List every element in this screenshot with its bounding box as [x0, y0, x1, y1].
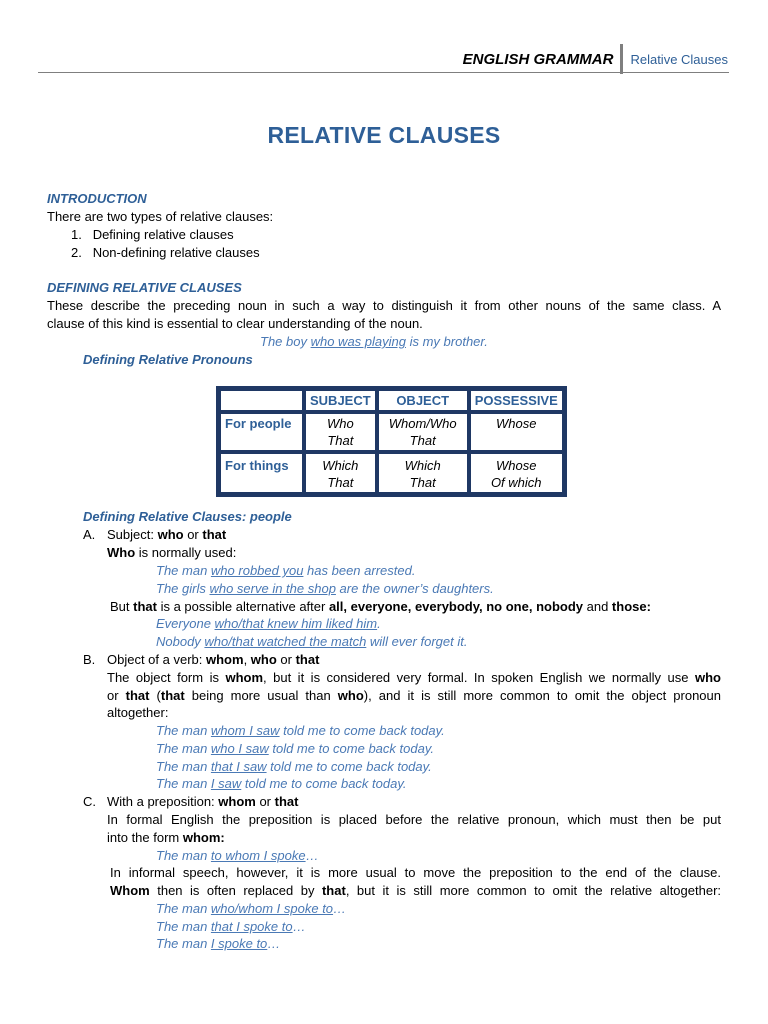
example-text: The boy [260, 334, 311, 349]
cell-line: Which [322, 458, 359, 473]
example-sentence [156, 722, 445, 739]
example-text: has been arrested. [303, 563, 416, 578]
pronoun: Whom [110, 883, 150, 898]
page-title: RELATIVE CLAUSES [267, 122, 501, 148]
cell-line: Who [326, 416, 354, 431]
example-text: The man [156, 848, 211, 863]
pronoun: that [133, 599, 157, 614]
pronoun: that [295, 652, 320, 667]
intro-text: There are two types of relative clauses: [47, 209, 274, 224]
relative-clause: whom I saw [210, 723, 280, 738]
example-text: The man [156, 901, 211, 916]
text: ), and it is still more common to omit the object pronoun [363, 688, 721, 703]
table-cell [469, 412, 564, 452]
example-text: The man [156, 741, 211, 756]
relative-clause: who/that watched the match [204, 634, 367, 649]
table-corner-cell [219, 389, 304, 412]
text: Subject: [107, 527, 158, 542]
defining-paragraph-1: These describe the preceding noun in such a way to distinguish it from other nouns of the same class. A [47, 298, 721, 313]
example-text: The man [156, 776, 211, 791]
list-item: 1. Defining relative clauses [71, 227, 234, 242]
example-text: Everyone [156, 616, 215, 631]
table-header-cell: OBJECT [377, 389, 469, 412]
text: into the form [107, 830, 183, 845]
example-text: The girls [156, 581, 210, 596]
example-sentence [156, 847, 319, 864]
example-text: The man [156, 919, 211, 934]
defining-heading: DEFINING RELATIVE CLAUSES [47, 280, 242, 295]
example-sentence [260, 333, 488, 350]
header-subject: ENGLISH GRAMMAR [462, 50, 614, 68]
relative-pronouns-table [216, 386, 567, 497]
header-topic: Relative Clauses [630, 51, 728, 67]
intro-heading: INTRODUCTION [47, 191, 147, 206]
table-header-row [219, 389, 564, 412]
pronoun: who [157, 527, 184, 542]
example-text: The man [156, 936, 211, 951]
relative-clause: who robbed you [210, 563, 304, 578]
bold-text: those: [611, 599, 651, 614]
example-text: … [333, 901, 347, 916]
example-sentence [156, 900, 346, 917]
section-a-text [107, 544, 236, 561]
example-sentence [156, 758, 432, 775]
text: then is often replaced by [149, 883, 322, 898]
cell-line: That [409, 433, 436, 448]
text: The object form is [107, 670, 226, 685]
table-row [219, 412, 564, 452]
defining-paragraph-2: clause of this kind is essential to clear understanding of the noun. [47, 316, 423, 331]
table-row-label: For things [219, 452, 304, 494]
section-b-paragraph-2 [107, 687, 721, 704]
cell-line: Whom/Who [388, 416, 457, 431]
example-text: The man [156, 723, 211, 738]
relative-clause: that I saw [210, 759, 267, 774]
pronoun: who [250, 652, 277, 667]
table-header-cell: SUBJECT [304, 389, 377, 412]
table-cell [469, 452, 564, 494]
pronoun: that [202, 527, 227, 542]
section-a-title [107, 526, 226, 543]
example-sentence [156, 633, 467, 650]
pronoun: whom [206, 652, 244, 667]
text: is normally used: [135, 545, 237, 560]
example-sentence [156, 580, 494, 597]
example-text: … [267, 936, 281, 951]
text: Object of a verb: [107, 652, 206, 667]
section-b-title [107, 651, 319, 668]
example-text: … [292, 919, 306, 934]
pronoun: Who [107, 545, 136, 560]
example-text: are the owner’s daughters. [335, 581, 494, 596]
section-c-paragraph-1: In formal English the preposition is placed before the relative pronoun, which must then be put [107, 812, 721, 827]
example-text: The man [156, 759, 211, 774]
relative-clause: I spoke to [210, 936, 268, 951]
text: or [276, 652, 296, 667]
relative-clause: that I spoke to [210, 919, 293, 934]
section-c-title [107, 793, 298, 810]
example-text: told me to come back today. [266, 759, 432, 774]
example-sentence [156, 775, 407, 792]
text: , but it is considered very formal. In spoken English we normally use [263, 670, 695, 685]
text: , but it is still more common to omit the relative altogether: [345, 883, 722, 898]
text: But [110, 599, 134, 614]
pronoun: that [321, 883, 346, 898]
list-item-text: Defining relative clauses [92, 227, 234, 242]
text: or [183, 527, 203, 542]
example-text: told me to come back today. [279, 723, 445, 738]
section-b-marker: B. [83, 652, 96, 667]
cell-line: That [327, 475, 354, 490]
relative-clause: who was playing [310, 334, 406, 349]
pronoun: who [695, 670, 721, 685]
table-cell [377, 412, 469, 452]
pronoun: who [337, 688, 364, 703]
pronoun: that [125, 688, 150, 703]
table-cell [304, 412, 377, 452]
example-sentence [156, 918, 306, 935]
relative-clause: I saw [210, 776, 242, 791]
table-cell [377, 452, 469, 494]
example-sentence [156, 740, 434, 757]
cell-line: Of which [490, 475, 542, 490]
pronoun: that [274, 794, 299, 809]
example-text: told me to come back today. [241, 776, 407, 791]
table-row [219, 452, 564, 494]
example-sentence [156, 562, 415, 579]
section-c-marker: C. [83, 794, 96, 809]
example-text: Nobody [156, 634, 205, 649]
text: With a preposition: [107, 794, 219, 809]
relative-clause: who/that knew him liked him [214, 616, 378, 631]
pronoun: whom [218, 794, 256, 809]
cell-line [475, 432, 558, 449]
example-text: The man [156, 563, 211, 578]
example-text: will ever forget it. [366, 634, 468, 649]
section-a-alternative [110, 598, 651, 615]
table-header-cell: POSSESSIVE [469, 389, 564, 412]
table-row-label: For people [219, 412, 304, 452]
pronoun: whom [225, 670, 264, 685]
text: and [583, 599, 612, 614]
relative-clause: who serve in the shop [209, 581, 336, 596]
cell-line: That [327, 433, 354, 448]
cell-line: Which [404, 458, 441, 473]
pronoun: whom: [182, 830, 225, 845]
text: is a possible alternative after [156, 599, 329, 614]
text: , [243, 652, 251, 667]
cell-line: That [409, 475, 436, 490]
section-c-paragraph-2 [107, 829, 225, 846]
pronoun: that [160, 688, 185, 703]
page-header [463, 44, 728, 74]
relative-clause: who I saw [210, 741, 269, 756]
header-rule [38, 72, 729, 73]
example-text: . [377, 616, 381, 631]
list-item: 2. Non-defining relative clauses [71, 245, 260, 260]
table-cell [304, 452, 377, 494]
list-item-text: Non-defining relative clauses [92, 245, 260, 260]
example-sentence [156, 615, 381, 632]
relative-clause: to whom I spoke [210, 848, 306, 863]
text: being more usual than [184, 688, 338, 703]
text: or [255, 794, 275, 809]
example-text: is my brother. [405, 334, 488, 349]
example-text: … [305, 848, 319, 863]
cell-line: Whose [496, 416, 537, 431]
section-c-paragraph-3: In informal speech, however, it is more usual to move the preposition to the end of the clause. [110, 865, 721, 880]
example-text: told me to come back today. [268, 741, 434, 756]
section-a-marker: A. [83, 527, 96, 542]
example-sentence [156, 935, 280, 952]
section-b-paragraph-3: altogether: [107, 705, 169, 720]
section-c-paragraph-4 [110, 882, 721, 899]
people-heading: Defining Relative Clauses: people [83, 509, 292, 524]
cell-line: Whose [496, 458, 537, 473]
relative-clause: who/whom I spoke to [210, 901, 334, 916]
section-b-paragraph-1 [107, 669, 721, 686]
bold-text: all, everyone, everybody, no one, nobody [328, 599, 583, 614]
text: or [107, 688, 126, 703]
text: ( [149, 688, 161, 703]
pronouns-heading: Defining Relative Pronouns [83, 352, 253, 367]
